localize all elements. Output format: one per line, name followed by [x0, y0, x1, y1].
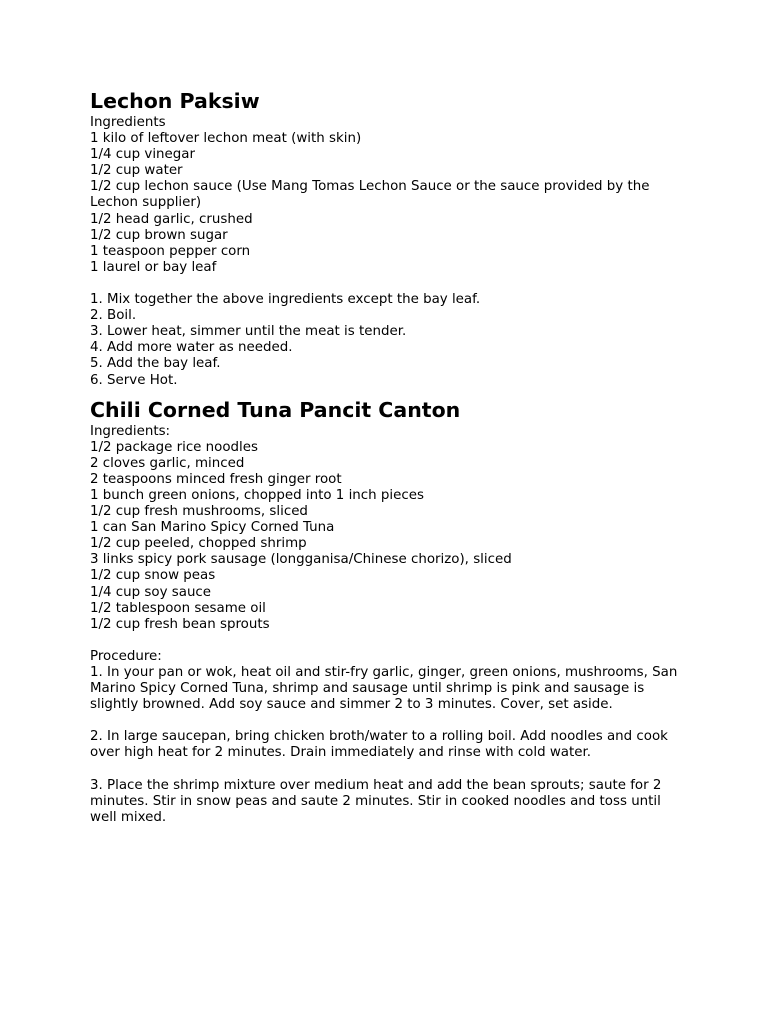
ingredient-item: 2 teaspoons minced fresh ginger root: [90, 471, 342, 487]
procedure-step: 6. Serve Hot.: [90, 372, 178, 388]
paragraph-gap: [90, 633, 690, 649]
ingredient-item: 1 kilo of leftover lechon meat (with skin): [90, 131, 362, 147]
procedure-step: 1. In your pan or wok, heat oil and stir-fry garlic, ginger, green onions, mushrooms, San Marino Spicy Corned Tuna, shrimp and sausage until shrimp is pink and sausage is slightly browned. Add soy sauce and simmer 2 to 3 minutes. Cover, set aside.: [90, 665, 678, 713]
paragraph-gap: [90, 713, 690, 729]
procedure-step: 3. Lower heat, simmer until the meat is tender.: [90, 324, 407, 340]
procedure-step: 5. Add the bay leaf.: [90, 356, 221, 372]
ingredient-item: 1 teaspoon pepper corn: [90, 243, 251, 259]
paragraph-gap: [90, 762, 690, 778]
procedure-step: 1. Mix together the above ingredients except the bay leaf.: [90, 292, 481, 308]
procedure-heading: Procedure:: [90, 648, 162, 664]
ingredient-item: 1/4 cup soy sauce: [90, 584, 212, 600]
procedure-step: 2. In large saucepan, bring chicken broth/water to a rolling boil. Add noodles and cook over high heat for 2 minutes. Drain immediately and rinse with cold water.: [90, 729, 668, 761]
ingredient-item: 1/4 cup vinegar: [90, 147, 195, 163]
ingredient-item: 1/2 cup fresh bean sprouts: [90, 616, 270, 632]
recipe-title-chili-corned-tuna: Chili Corned Tuna Pancit Canton: [90, 397, 461, 422]
recipe-title-lechon-paksiw: Lechon Paksiw: [90, 89, 260, 113]
procedure-step: 4. Add more water as needed.: [90, 340, 293, 356]
ingredient-item: 1/2 package rice noodles: [90, 439, 258, 455]
ingredient-item: 1 laurel or bay leaf: [90, 259, 217, 275]
ingredient-item: 1/2 cup lechon sauce (Use Mang Tomas Lechon Sauce or the sauce provided by the Lechon supplier): [90, 179, 650, 211]
ingredient-item: 1/2 cup fresh mushrooms, sliced: [90, 504, 308, 520]
procedure-step: 2. Boil.: [90, 308, 137, 324]
document-page: [90, 87, 690, 826]
procedure-step: 3. Place the shrimp mixture over medium heat and add the bean sprouts; saute for 2 minutes. Stir in snow peas and saute 2 minutes. Stir in cooked noodles and toss until well mixed.: [90, 777, 662, 825]
ingredient-item: 2 cloves garlic, minced: [90, 455, 245, 471]
ingredient-item: 3 links spicy pork sausage (longganisa/Chinese chorizo), sliced: [90, 552, 512, 568]
ingredient-item: 1/2 cup brown sugar: [90, 227, 228, 243]
ingredient-item: 1/2 tablespoon sesame oil: [90, 600, 266, 616]
ingredient-item: 1/2 head garlic, crushed: [90, 211, 253, 227]
ingredients-heading: Ingredients: [90, 115, 166, 130]
paragraph-gap: [90, 276, 690, 292]
ingredient-item: 1 bunch green onions, chopped into 1 inch pieces: [90, 487, 424, 503]
ingredient-item: 1/2 cup peeled, chopped shrimp: [90, 536, 307, 552]
ingredient-item: 1/2 cup snow peas: [90, 568, 216, 584]
ingredients-heading: Ingredients:: [90, 423, 171, 439]
ingredient-item: 1/2 cup water: [90, 163, 183, 179]
ingredient-item: 1 can San Marino Spicy Corned Tuna: [90, 520, 335, 536]
